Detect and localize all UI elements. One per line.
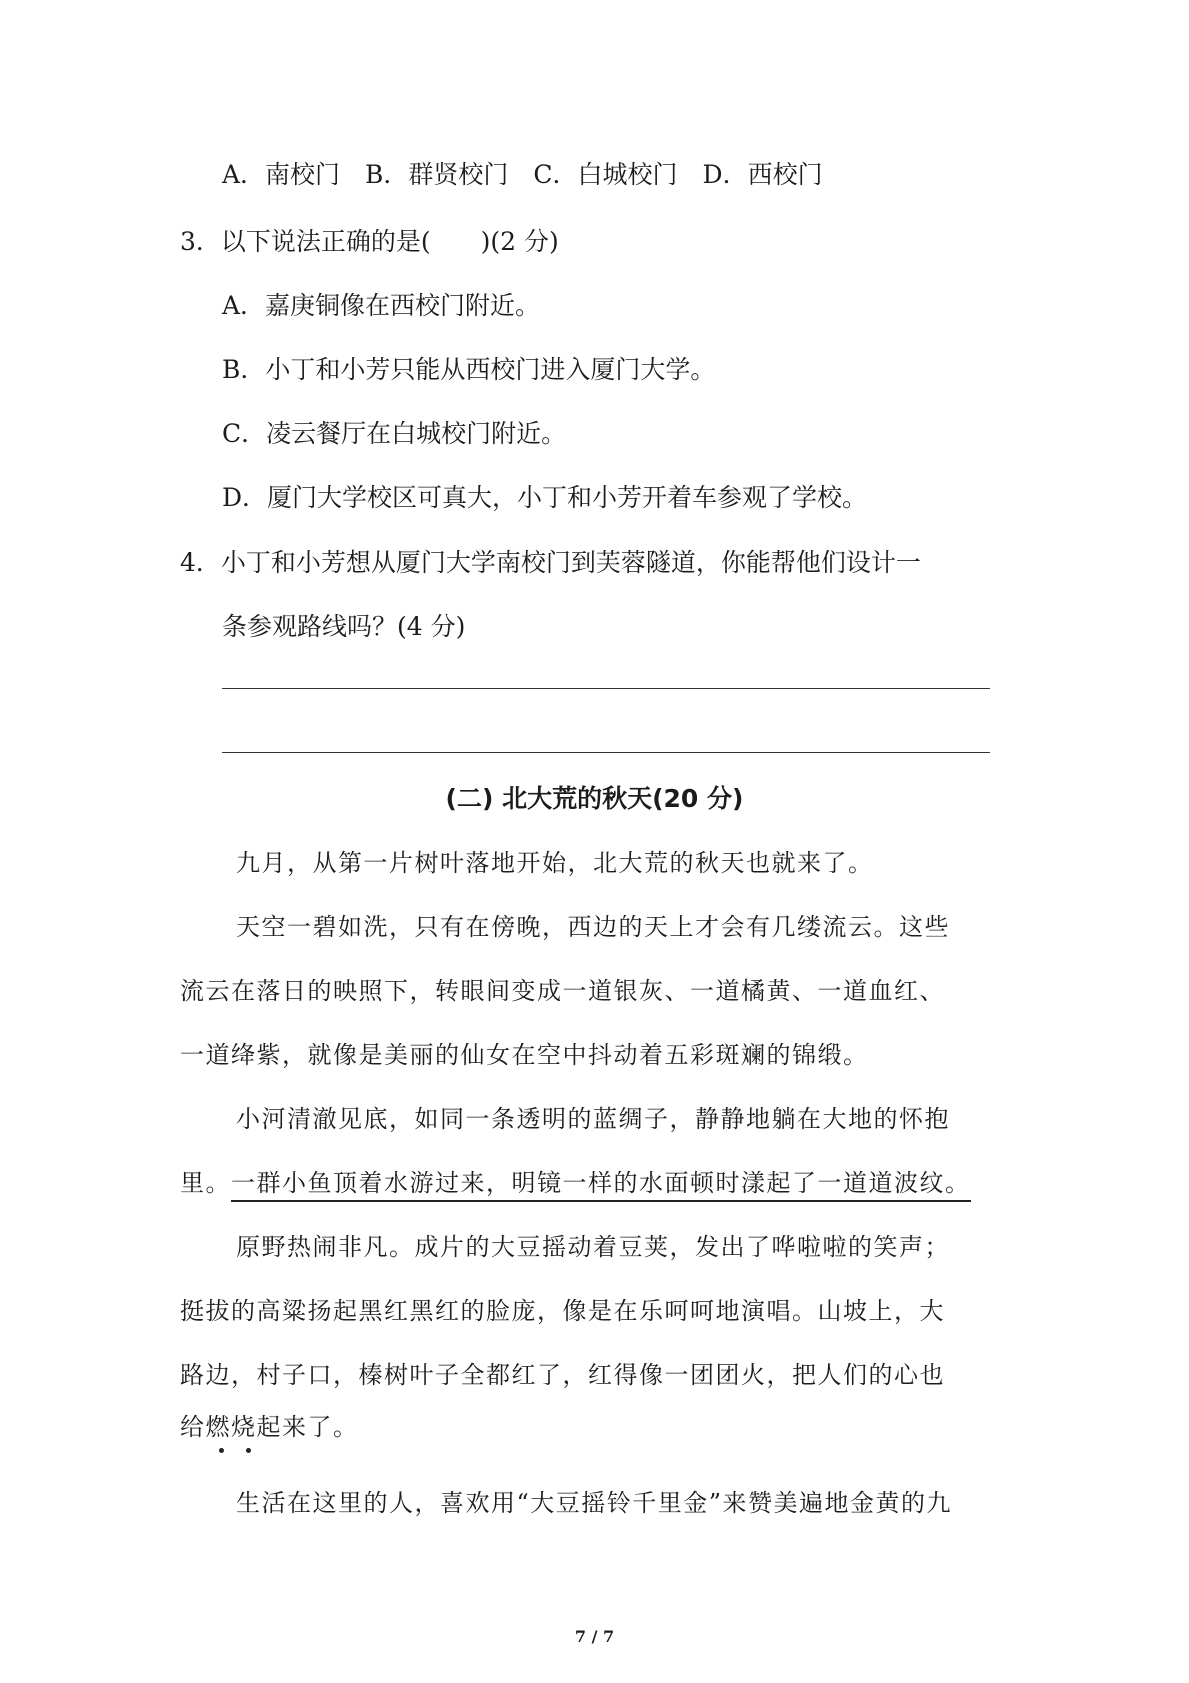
section-title: (二) 北大荒的秋天(20 分) bbox=[445, 784, 744, 813]
emphasis-dot bbox=[219, 1448, 224, 1453]
passage-p2-line2: 流云在落日的映照下，转眼间变成一道银灰、一道橘黄、一道血红、 bbox=[180, 977, 945, 1005]
passage-p2-line3: 一道绛紫，就像是美丽的仙女在空中抖动着五彩斑斓的锦缎。 bbox=[180, 1041, 869, 1069]
answer-line-1[interactable] bbox=[222, 688, 990, 689]
passage-p5-line1: 生活在这里的人，喜欢用“大豆摇铃千里金”来赞美遍地金黄的九 bbox=[236, 1489, 953, 1517]
passage-p1: 九月，从第一片树叶落地开始，北大荒的秋天也就来了。 bbox=[236, 849, 874, 877]
passage-p4-line1: 原野热闹非凡。成片的大豆摇动着豆荚，发出了哗啦啦的笑声； bbox=[236, 1233, 950, 1261]
q3-stem: 3．以下说法正确的是( )(2 分) bbox=[180, 227, 559, 256]
passage-p4-line4: 给燃烧起来了。 bbox=[180, 1413, 359, 1441]
emphasis-dot bbox=[246, 1448, 251, 1453]
q3-option-c: C．凌云餐厅在白城校门附近。 bbox=[222, 419, 567, 448]
q4-stem-line1: 4．小丁和小芳想从厦门大学南校门到芙蓉隧道，你能帮他们设计一 bbox=[180, 548, 921, 577]
passage-p4-line2: 挺拔的高粱扬起黑红黑红的脸庞，像是在乐呵呵地演唱。山坡上，大 bbox=[180, 1297, 945, 1325]
q3-option-b: B．小丁和小芳只能从西校门进入厦门大学。 bbox=[222, 355, 716, 384]
page-number: 7 / 7 bbox=[574, 1627, 615, 1646]
answer-line-2[interactable] bbox=[222, 752, 990, 753]
passage-p3-line1: 小河清澈见底，如同一条透明的蓝绸子，静静地躺在大地的怀抱 bbox=[236, 1105, 950, 1133]
q4-stem-line2: 条参观路线吗？(4 分) bbox=[222, 612, 466, 641]
passage-p2-line1: 天空一碧如洗，只有在傍晚，西边的天上才会有几缕流云。这些 bbox=[236, 913, 950, 941]
passage-p3-line2 bbox=[180, 1168, 971, 1198]
passage-p3-line2-start: 里。 bbox=[180, 1169, 231, 1197]
q3-option-a: A．嘉庚铜像在西校门附近。 bbox=[222, 291, 541, 320]
q2-options: A．南校门 B．群贤校门 C．白城校门 D．西校门 bbox=[222, 160, 823, 189]
passage-p4-line3: 路边，村子口，榛树叶子全都红了，红得像一团团火，把人们的心也 bbox=[180, 1361, 945, 1389]
q3-option-d: D．厦门大学校区可真大，小丁和小芳开着车参观了学校。 bbox=[222, 483, 868, 512]
underlined-sentence: 一群小鱼顶着水游过来，明镜一样的水面顿时漾起了一道道波纹。 bbox=[231, 1169, 971, 1202]
